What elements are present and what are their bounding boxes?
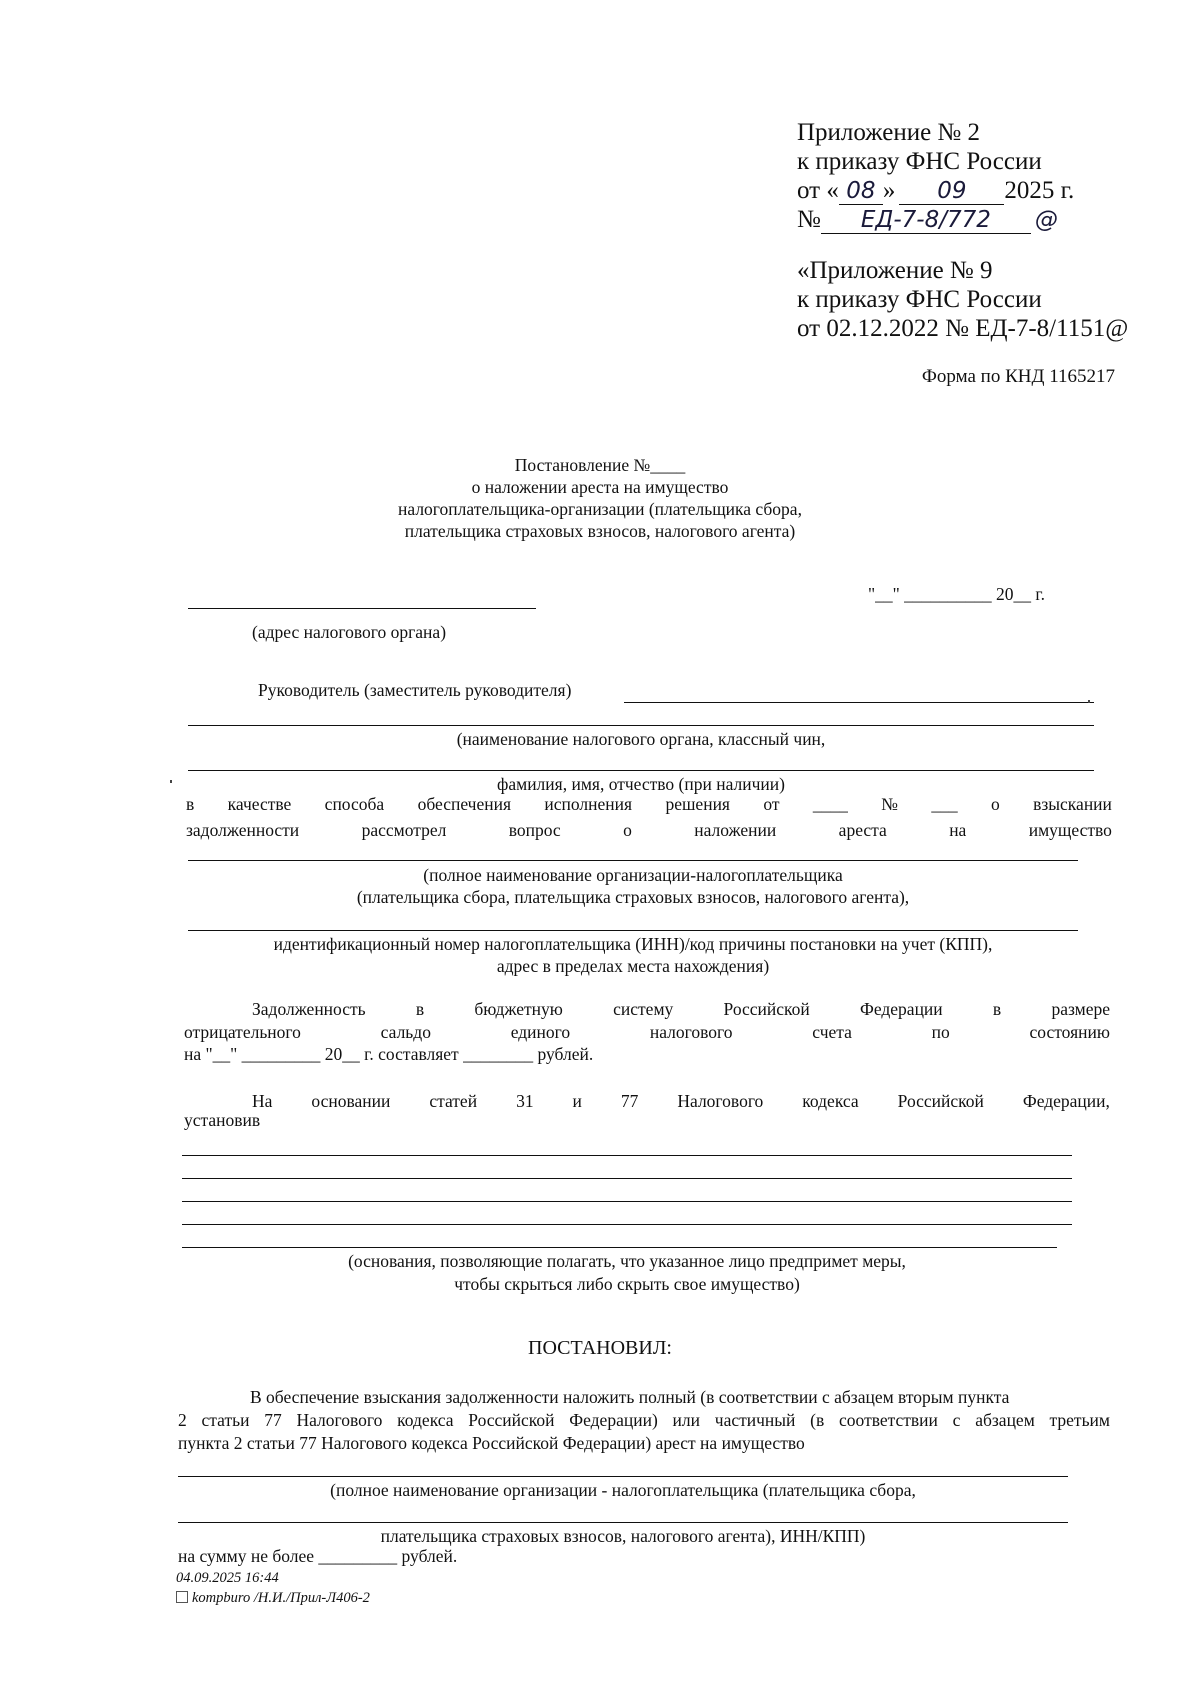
grounds-label-1: (основания, позволяющие полагать, что указанное лицо предпримет меры, [348,1251,906,1271]
fio-label: фамилия, имя, отчество (при наличии) [497,774,785,794]
inn-label-1: идентификационный номер налогоплательщика (ИНН)/код причины постановки на учет (КПП), [273,934,993,954]
amount-line: на сумму не более _________ рублей. [178,1546,458,1566]
date-blank: "__" __________ 20__ г. [868,584,1045,604]
debt-paragraph-line-1: Задолженность в бюджетную систему Российской Федерации в размере [252,999,1110,1019]
basis-paragraph-line-1: На основании статей 31 и 77 Налогового кодекса Российской Федерации, [252,1091,1110,1111]
footer-timestamp: 04.09.2025 16:44 [176,1570,279,1586]
resolved-heading: ПОСТАНОВИЛ: [528,1337,672,1359]
grounds-line-2 [182,1178,1072,1179]
form-code: Форма по КНД 1165217 [921,366,1115,387]
grounds-label-2: чтобы скрыться либо скрыть свое имущество) [454,1274,800,1294]
document-title [300,454,900,542]
security-paragraph-line-1: в качестве способа обеспечения исполнения решения от ____ № ___ о взыскании [186,794,1112,814]
appendix-9-date: от 02.12.2022 № ЕД-7-8/1151@ [797,315,1129,342]
inn-line [188,930,1078,931]
arrest-paragraph-line-2: 2 статьи 77 Налогового кодекса Российской Федерации) или частичный (в соответствии с абзацем третьим [178,1410,1110,1430]
handwritten-at: @ [1034,207,1058,233]
head-name-line [624,702,1094,703]
grounds-line-3 [182,1201,1072,1202]
title-line-2: о наложении ареста на имущество [471,477,729,497]
head-label: Руководитель (заместитель руководителя) [258,680,572,700]
appendix-2-order: к приказу ФНС России [797,148,1042,175]
tax-office-address-label: (адрес налогового органа) [252,622,447,642]
org-full-label-1: (полное наименование организации - налогоплательщика (плательщика сбора, [330,1480,916,1500]
arrest-paragraph-line-3: пункта 2 статьи 77 Налогового кодекса Российской Федерации) арест на имущество [178,1433,805,1453]
inn-label-2: адрес в пределах места нахождения) [496,956,770,976]
org-full-label-2: плательщика страховых взносов, налогового агента), ИНН/КПП) [380,1526,866,1546]
debt-paragraph-line-2: отрицательного сальдо единого налогового счета по состоянию [184,1022,1110,1042]
basis-paragraph-line-2: установив [184,1110,261,1130]
org-full-line-2 [178,1522,1068,1523]
title-line-4: плательщика страховых взносов, налогового агента) [404,521,796,541]
handwritten-day: 08 [839,178,883,205]
org-name-line [188,860,1078,861]
appendix-2-date: от « 08 » 09 2025 г. [797,177,1075,204]
title-line-3: налогоплательщика-организации (плательщика сбора, [398,499,802,519]
org-full-line-1 [178,1476,1068,1477]
org-name-label-1: (полное наименование организации-налогоплательщика [423,865,843,885]
appendix-9-header [797,256,1147,343]
scan-speck [170,780,172,783]
title-line-1: Постановление №____ [514,455,686,475]
security-paragraph-line-2: задолженности рассмотрел вопрос о наложении ареста на имущество [186,820,1112,840]
footer-path: kompburo /Н.И./Прил-Л406-2 [176,1589,370,1607]
appendix-9-order: к приказу ФНС России [797,286,1042,313]
checkbox-icon [176,1591,188,1603]
appendix-9-title: «Приложение № 9 [797,257,993,284]
appendix-2-header [797,118,1127,234]
office-name-label: (наименование налогового органа, классный чин, [456,729,826,749]
grounds-line-5 [182,1247,1057,1248]
arrest-paragraph-line-1: В обеспечение взыскания задолженности наложить полный (в соответствии с абзацем вторым пункта [250,1387,1010,1407]
handwritten-month: 09 [899,178,1004,205]
scan-speck [1088,700,1090,703]
handwritten-number: ЕД-7-8/772 [821,207,1031,234]
grounds-line-1 [182,1155,1072,1156]
address-line [188,608,536,609]
office-name-line-1 [188,725,1094,726]
org-name-label-2: (плательщика сбора, плательщика страховых взносов, налогового агента), [356,887,910,907]
office-name-line-2 [188,770,1094,771]
grounds-line-4 [182,1224,1072,1225]
appendix-2-number: № ЕД-7-8/772 @ [797,206,1058,233]
appendix-2-title: Приложение № 2 [797,119,981,146]
debt-paragraph-line-3: на "__" _________ 20__ г. составляет ________ рублей. [184,1044,594,1064]
